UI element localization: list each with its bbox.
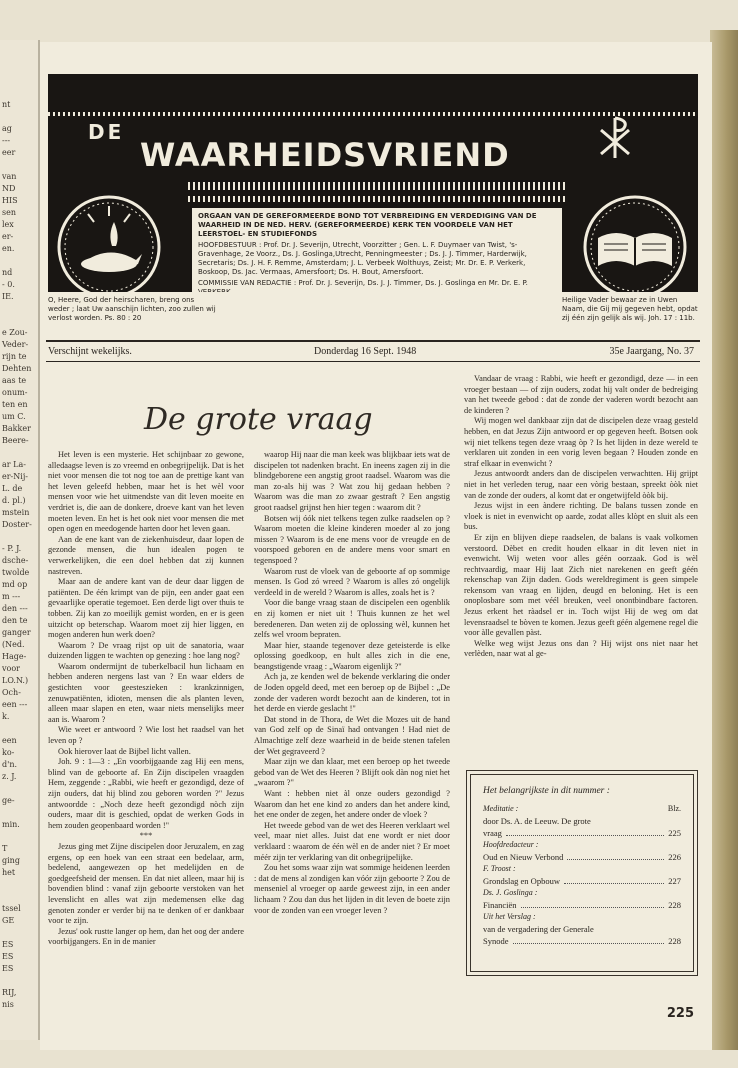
article-paragraph: Wie weet er antwoord ? Wie lost het raadsel van het leven op ? [48, 725, 244, 746]
contents-entry-page: 228 [668, 936, 681, 946]
issue-bar [46, 340, 700, 362]
article-paragraph: Waarom ? De vraag rijst op uit de sanatoria, waar duizenden liggen te wachten op genezing : hoe lang nog? [48, 640, 244, 661]
contents-section-text: Hoofdredacteur : [483, 840, 539, 849]
article-paragraph: Aan de ene kant van de ziekenhuisdeur, daar lopen de gezonde mensen, die hun idealen pogen te verwerkelijken, die een doel hebben dat zij kunnen nastreven. [48, 534, 244, 576]
article-paragraph: Jezus ging met Zijne discipelen door Jeruzalem, en zag ergens, op een hoek van een straat een bedelaar, arm, bedelend, aangewezen op het medelijden en de goedgeefsheid der mensen. En dat niet alleen, maar hij is bovendien blind : vanaf zijn geboorte verstoken van het levenslicht en alles wat zijn medemensen elke dag genoten zonder er verder bij na te denken of er dankbaar voor te zijn. [48, 841, 244, 926]
article-paragraph: Ach ja, ze kenden wel de bekende verklaring die onder de Joden opgeld deed, met een beroep op de Bijbel : „De zonde der vaderen wordt bezocht aan de kinderen, tot in het derde en vierde geslacht !" [254, 672, 450, 714]
contents-entry-page: 228 [668, 900, 681, 910]
contents-entry-page: 226 [668, 852, 681, 862]
fragment-text: nis [2, 1000, 14, 1009]
contents-section-text: F. Troost : [483, 864, 516, 873]
fragment-text: e Zou- [2, 328, 28, 337]
fragment-text: z. J. [2, 772, 17, 781]
article-paragraph: Vandaar de vraag : Rabbi, wie heeft er gezondigd, deze — in een vroeger bestaan — of zijn ouders, zodat hij valt onder de bedreiging van het tweede gebod : dat de zonde der vaderen wordt bezocht aan de kinderen ? [464, 374, 698, 415]
article-column-2 [254, 450, 450, 916]
newspaper-page [40, 42, 712, 1050]
fragment-text: ging [2, 856, 20, 865]
fragment-text: ES [2, 940, 14, 949]
contents-entry-title: vraag [483, 828, 502, 838]
contents-heading: Het belangrijkste in dit nummer : [483, 786, 610, 796]
fragment-text: en. [2, 244, 15, 253]
article-paragraph: Waarom ondermijnt de tuberkelbacil hun lichaam en hebben anderen nergens last van ? En waar elders de gestichten voor geesteszieken : krankzinnigen, zenuwpatiënten, idioten, mensen die als planten leven, alleen maar slapen en eten, waar niets menselijks meer aan is. Waarom ? [48, 661, 244, 724]
fragment-text: Doster- [2, 520, 32, 529]
fragment-text: een --- [2, 700, 28, 709]
article-paragraph: waarop Hij naar die man keek was blijkbaar iets wat de discipelen tot nadenken bracht. En ineens zagen zij in die blindgeborene een angstig groot raadsel. Waarom was die man zo-als hij was ? Wat zou hij gedaan hebben ? Waarom was die man zo zwaar gestraft ? Een angstig groot raadsel grijnst hen hier tegen : waarom dit ? [254, 450, 450, 512]
open-bible-icon [580, 192, 690, 302]
leader-dots [513, 935, 665, 944]
verse-left: O, Heere, God der heirscharen, breng ons weder ; laat Uw aanschijn lichten, zoo zullen wij verlost worden. Ps. 80 : 20 [48, 296, 216, 322]
contents-section-label [483, 911, 681, 923]
fragment-text: ganger [2, 628, 31, 637]
fragment-text: HIS [2, 196, 18, 205]
article-paragraph: Waarom rust de vloek van de geboorte af op sommige mensen. Is God zó wreed ? Waarom is alles zó ongelijk verdeeld in de wereld ? Waarom is alles, zoals het is ? [254, 566, 450, 597]
issue-volume: 35e Jaargang, No. 37 [609, 346, 694, 357]
fragment-text: dsche- [2, 556, 29, 565]
contents-entry-title: van de vergadering der Generale [483, 924, 594, 934]
contents-section-label [483, 839, 681, 851]
article-paragraph: Joh. 9 : 1—3 : „En voorbijgaande zag Hij een mens, blind van de geboorte af. En Zijn discipelen vraagden Hem, zeggende : „Rabbi, wie heeft er gezondigd, deze of zijn ouders, dat hij blind zou geboren worden ?" Jezus antwoordde : „Noch deze heeft gezondigd nòch zijn ouders, maar dit is geschied, opdat de werken Gods in hem zouden geopenbaard worden !" [48, 757, 244, 830]
contents-section-label [483, 887, 681, 899]
contents-entry-title: Oud en Nieuw Verbond [483, 852, 564, 862]
contents-inner [470, 774, 694, 972]
contents-entry [483, 899, 681, 911]
fragment-text: ar La- [2, 460, 26, 469]
fragment-text: twolde [2, 568, 30, 577]
article-paragraph: Er zijn en blijven diepe raadselen, de balans is vaak volkomen verstoord. Dèbet en credit houden elkaar in dit leven niet in evenwicht. Wij weten voor alles géén oorzaak. God is wèl rechtvaardig, maar Hij laat Zich niet narekenen en geeft géén rekenschap van Zijn daden. Gods wereldregiment is geen simpele rekensom van vraag en lijden, deugd en beloning. Het is een onoplosbare som met véél breuken, veel onontbindbare factoren. Jezus erkent het ràadsel er in. Toch wijst Hij de weg om dat levensraadsel te bòven te komen. Jezus geeft géén algemene regel die voor àlle gevallen pàst. [464, 532, 698, 638]
fragment-text: ag [2, 124, 12, 133]
fragment-text: md op [2, 580, 28, 589]
fragment-text: nd [2, 268, 13, 277]
masthead-verses [48, 292, 698, 332]
fragment-text: eer [2, 148, 16, 157]
leader-dots [567, 851, 664, 860]
article-paragraph: Jezus wijst in een àndere richting. De balans tussen zonde en vloek is niet in evenwicht op aarde, zodat alles klòpt en sluit als een bus. [464, 501, 698, 532]
contents-entry-page: 227 [668, 876, 681, 886]
article-paragraph: Wij mogen wel dankbaar zijn dat de discipelen deze vraag gesteld hebben, en dat Jezus Zijn antwoord er op gegeven heeft. Botsen ook wij niet telkens tegen deze vraag òp ? Is het lijden in deze wereld te verklaren uit zonden in een vorig leven begaan ? Houden zonde en straf elkaar in evenwicht ? [464, 416, 698, 468]
leader-dots [506, 827, 664, 836]
contents-section-text: Uit het Verslag : [483, 912, 536, 921]
contents-page-label: Blz. [667, 804, 681, 813]
fragment-text: - P. J. [2, 544, 22, 553]
fragment-text: het [2, 868, 16, 877]
masthead-stripes [188, 182, 568, 190]
article-paragraph: Ook hierover laat de Bijbel licht vallen. [58, 746, 191, 756]
fragment-text: ND [2, 184, 16, 193]
leader-dots [564, 875, 664, 884]
article-paragraph: Jezus antwoordt anders dan de discipelen verwachtten. Hij grijpt niet in het verleden terug, naar een vòrig bestaan, spreekt òòk niet van de zonde der ouders, al komt dat er ongetwijfeld òòk bij. [464, 469, 698, 500]
organ-statement: ORGAAN VAN DE GEREFORMEERDE BOND TOT VERBREIDING EN VERDEDIGING VAN DE WAARHEID IN DE NED. HERV. (GEREFORMEERDE) KERK TEN VOORDELE VAN HET LEERSTOEL- EN STUDIEFONDS [198, 212, 537, 238]
fragment-text: Dehten [2, 364, 32, 373]
article-paragraph: Zou het soms waar zijn wat sommige heidenen leerden : dat de mens al zondigen kan vóór zijn geboorte ? Zou de menseniel al vroeger op aarde geweest zijn, in een ander lichaam ? Zou dan dus het lijden in dit leven de boete zijn voor de zonden van een vroeger leven ? [254, 863, 450, 915]
fragment-text: ge- [2, 796, 15, 805]
fragment-text: voor [2, 664, 20, 673]
fragment-text: - 0. [2, 280, 15, 289]
fragment-text: nt [2, 100, 11, 109]
article-paragraph: Welke weg wijst Jezus ons dan ? Hij wijst ons niet naar het verlèden, naar wat al ge- [464, 638, 698, 659]
article-column-1 [48, 450, 244, 948]
contents-section-label [483, 803, 681, 815]
fragment-text: ko- [2, 748, 15, 757]
article-column-3 [464, 374, 698, 660]
fragment-text: van [2, 172, 17, 181]
fragment-text: een [2, 736, 17, 745]
contents-entry [483, 875, 681, 887]
fragment-text: Veder- [2, 340, 29, 349]
fragment-text: RIJ, [2, 988, 17, 997]
fragment-text: rijn te [2, 352, 27, 361]
fragment-text: um C. [2, 412, 26, 421]
fragment-text: sen [2, 208, 16, 217]
contents-section-label [483, 863, 681, 875]
fragment-text: mstein [2, 508, 30, 517]
issue-date: Donderdag 16 Sept. 1948 [314, 346, 417, 357]
issue-frequency: Verschijnt wekelijks. [48, 346, 132, 357]
book-edge [710, 30, 738, 1050]
chi-rho-icon [595, 114, 635, 160]
article-paragraph: Voor die bange vraag staan de discipelen een ogenblik en zij komen er niet uit ! Thuis kunnen ze het wel beredeneren. Dan weten zij de oplossing wèl, kunnen het zelfs wel vroom bepraten. [254, 598, 450, 640]
fragment-text: den --- [2, 604, 28, 613]
oil-lamp-icon [54, 192, 164, 302]
fragment-text: onum- [2, 388, 28, 397]
fragment-text: m --- [2, 592, 21, 601]
fragment-text: GE [2, 916, 15, 925]
adjacent-page-fragment [0, 40, 40, 1040]
article-paragraph: Dat stond in de Thora, de Wet die Mozes uit de hand van God zelf op de Sinaï had ontvangen ! Had niet de Almachtige zelf deze waarheid in de beide stenen tafelen der Wet gegraveerd ? [254, 714, 450, 756]
fragment-text: ten en [2, 400, 28, 409]
fragment-text: d'n. [2, 760, 18, 769]
fragment-text: Bakker [2, 424, 31, 433]
contents-entry [483, 935, 681, 947]
contents-entry [483, 851, 681, 863]
article-paragraph: Maar aan de andere kant van de deur daar liggen de patiënten. De één krimpt van de pijn, een ander gaat een gevaarlijke operatie tegemoet. Een derde ligt over thuis te tobben. Zij kan zo moeilijk gemist worden, en er is geen uitzicht op beterschap. Waarom moet zij hier liggen, en mogen anderen hun werk doen? [48, 577, 244, 640]
verse-right: Heilige Vader bewaar ze in Uwen Naam, die Gij mij gegeven hebt, opdat zij één zijn gelijk als wij. Joh. 17 : 11b. [562, 296, 698, 322]
fragment-text: LO.N.) [2, 676, 29, 685]
fragment-text: ES [2, 964, 14, 973]
fragment-text: IE. [2, 292, 14, 301]
fragment-text: --- [2, 136, 11, 145]
leader-dots [521, 899, 665, 908]
fragment-text: Hage- [2, 652, 27, 661]
article-paragraph: Het leven is een mysterie. Het schijnbaar zo gewone, alledaagse leven is zo vreemd en onbegrijpelijk. Dat is het niet voor mensen die tot nog toe aan de prettige kant van het leven geleefd hebben, maar het is het wèl voor mensen voor wie het uitmendste van dit leven moeite en verdriet is, die aan de donkere, droeve kant van het leven moeten leven. En het is het ook niet voor mensen die met open ogen en meedogende harten door het leven gaan. [48, 450, 244, 534]
fragment-text: d. pl.) [2, 496, 26, 505]
section-separator: *** [139, 831, 153, 841]
fragment-text: Beere- [2, 436, 29, 445]
page-number: 225 [666, 1006, 694, 1021]
fragment-text: T [2, 844, 8, 853]
fragment-text: L. de [2, 484, 23, 493]
article-title: De grote vraag [144, 402, 373, 437]
contents-entry-title: door Ds. A. de Leeuw. De grote [483, 816, 591, 826]
article-paragraph: Want : hebben niet àl onze ouders gezondigd ? Waarom dan het ene kind zo anders dan het andere kind, het ene onder de zegen, het andere onder de vloek ? [254, 789, 450, 820]
contents-entry [483, 827, 681, 839]
fragment-text: tssel [2, 904, 21, 913]
fragment-text: den te [2, 616, 28, 625]
editorial-committee: COMMISSIE VAN REDACTIE : Prof. Dr. J. Severijn, Ds. J. J. Timmer, Ds. J. Goslinga en Mr. Dr. E. P. [198, 279, 528, 287]
contents-box [466, 770, 698, 976]
title-prefix: DE [88, 120, 125, 144]
contents-section-text: Ds. J. Goslinga : [483, 888, 538, 897]
article-paragraph: Maar zijn we dan klaar, met een beroep op het tweede gebod van de Wet des Heeren ? Blijft ook dàn nog niet het „waarom ?" [254, 757, 450, 788]
contents-entry-title: Synode [483, 936, 509, 946]
contents-section-text: Meditatie : [483, 804, 519, 813]
contents-entry-page: 225 [668, 828, 681, 838]
fragment-text: (Ned. [2, 640, 25, 649]
fragment-text: aas te [2, 376, 27, 385]
fragment-text: er- [2, 232, 14, 241]
contents-entry-title: Financiën [483, 900, 517, 910]
article-paragraph: Het tweede gebod van de wet des Heeren verklaart wel veel, maar niet alles. Juist dat ene wordt er niet door verklaard : waarom de één wèl en de ander niet ? Er moet méér zijn ter verklaring van dit onbegrijpelijke. [254, 820, 450, 862]
article-paragraph: Maar hier, staande tegenover deze geteisterde is elke oplossing goedkoop, en hult alles zich in die ene, beangstigende vraag : „Waarom eigenlijk ?" [254, 640, 450, 671]
newspaper-title: WAARHEIDSVRIEND [140, 136, 510, 174]
contents-entry-title: Grondslag en Opbouw [483, 876, 560, 886]
fragment-text: lex [2, 220, 14, 229]
fragment-text: k. [2, 712, 10, 721]
masthead-stripes-lower [188, 196, 568, 202]
fragment-text: Och- [2, 688, 21, 697]
fragment-text: er-Nij- [2, 472, 29, 481]
fragment-text: ES [2, 952, 14, 961]
contents-list [483, 803, 681, 947]
article-paragraph: Botsen wij óók niet telkens tegen zulke raadselen op ? Waarom moeten die kleine kinderen moeder al zo jong missen ? Waarom is de ene mens voor de vreugde en de voorspoed geboren en de andere mens voor smart en tegenspoed ? [254, 513, 450, 565]
fragment-text: min. [2, 820, 20, 829]
article-paragraph: Jezus' ook rustte langer op hem, dan het oog der andere voorbijgangers. En in de manier [48, 926, 244, 947]
board-list: HOOFDBESTUUR : Prof. Dr. J. Severijn, Utrecht, Voorzitter ; Gen. L. F. Duymaer van Twist, 's-Gravenhage, 2e Voorz., Ds. J. Goslinga,Utrecht, Penningmeester ; Ds. J. J. Timmer, Harderwijk, Secretaris; Ds. J. H. F. Remme, Amsterdam; J. L. Verbeek Wolthuys, Zeist; Mr. Dr. E. P. Verkerk, Boskoop, Ds. Jac. Vermaas, Amersfoort; Ds. H. Bout, Amersfoort. [198, 241, 527, 276]
